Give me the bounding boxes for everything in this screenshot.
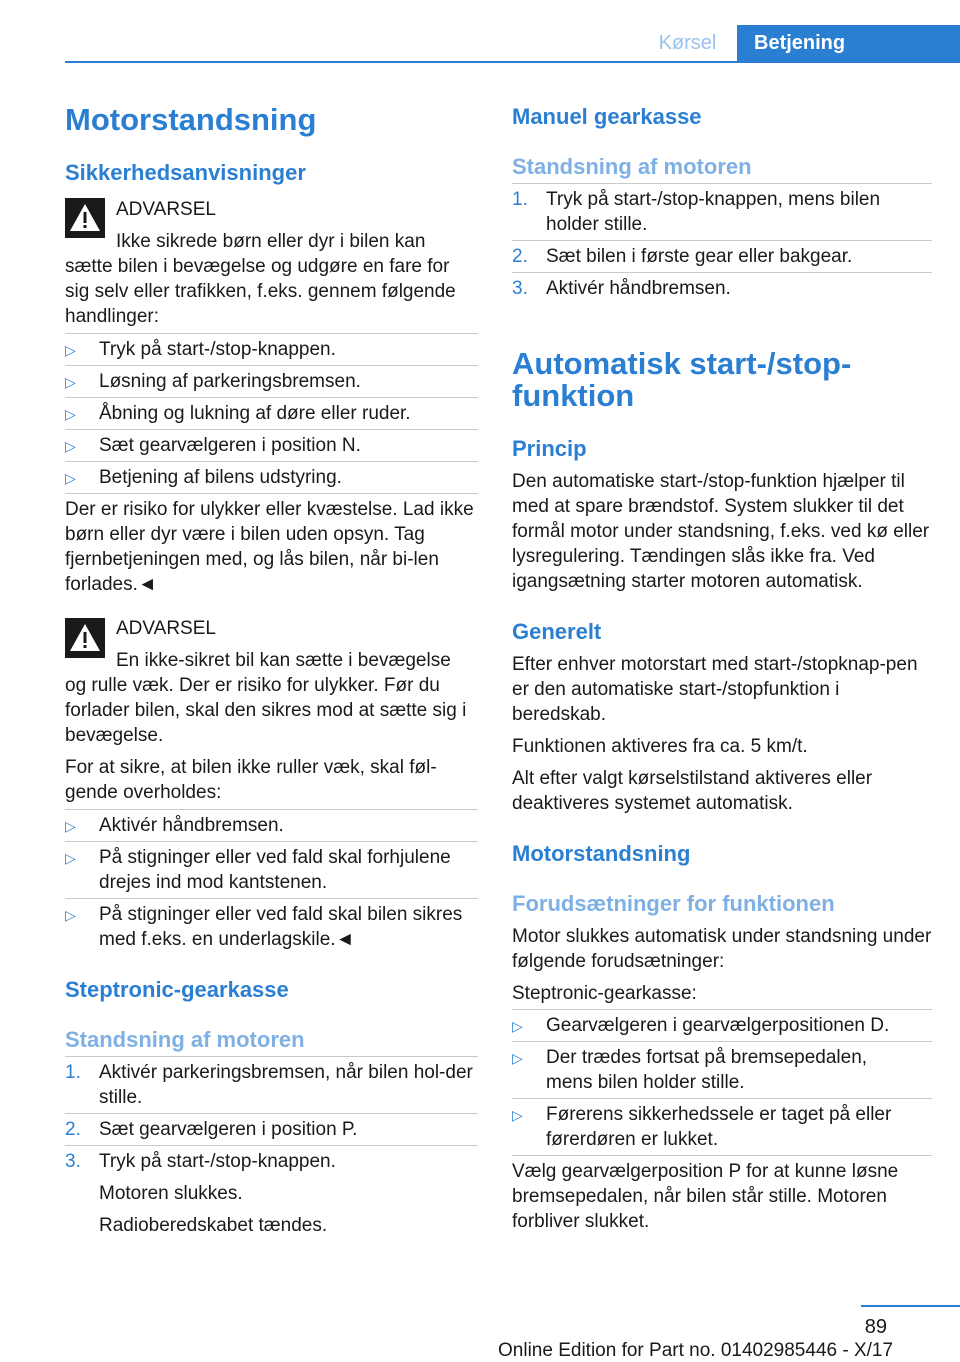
- separator: [65, 333, 478, 334]
- separator: [65, 493, 478, 494]
- separator: [512, 272, 932, 273]
- bullet-triangle-icon: ▷: [65, 907, 76, 923]
- paragraph: Efter enhver motorstart med start-/stopknap‐pen er den automatiske start-/stopfunktion i beredskab.: [512, 654, 918, 725]
- step-note: Motoren slukkes.: [99, 1183, 243, 1204]
- warning-consequence-text: Der er risiko for ulykker eller kvæstelse. Lad ikke børn eller dyr være i bilen uden opsyn. Tag fjernbetjeningen med, og lås bilen, når bi‐len forlades.◄: [65, 499, 474, 595]
- heading-motorstandsning: Motorstandsning: [65, 102, 317, 137]
- bullet-triangle-icon: ▷: [512, 1018, 523, 1034]
- warning-icon: [65, 198, 105, 238]
- separator: [65, 1056, 478, 1057]
- warning-title: ADVARSEL: [116, 199, 216, 220]
- paragraph: Motor slukkes automatisk under standsning under følgende forudsætninger:: [512, 926, 932, 972]
- paragraph: Vælg gearvælgerposition P for at kunne løsne bremsepedalen, når bilen står stille. Motoren forbliver slukket.: [512, 1161, 899, 1232]
- separator: [512, 1041, 932, 1042]
- warning-text: sætte bilen i bevægelse og udgøre en fare for sig selv eller trafikken, f.eks. gennem følgende handlinger:: [65, 256, 456, 327]
- paragraph: Funktionen aktiveres fra ca. 5 km/t.: [512, 736, 808, 757]
- separator: [512, 240, 932, 241]
- heading-manual-gearbox: Manuel gearkasse: [512, 104, 702, 129]
- bullet-triangle-icon: ▷: [65, 850, 76, 866]
- separator: [65, 841, 478, 842]
- bullet-triangle-icon: ▷: [65, 374, 76, 390]
- warning-text-first-line: En ikke-sikret bil kan sætte i bevægelse: [116, 650, 451, 671]
- separator: [65, 365, 478, 366]
- paragraph: For at sikre, at bilen ikke ruller væk, skal føl‐gende overholdes:: [65, 757, 437, 803]
- paragraph: Den automatiske start-/stop-funktion hjælper til med at spare brændstof. System slukker til det formål motor under standsning, f.eks. ved kø eller lysregulering. Tændingen slås ikke fra. Ved igangsætning starter motoren automatisk.: [512, 471, 930, 592]
- heading-princip: Princip: [512, 436, 587, 461]
- bullet-triangle-icon: ▷: [65, 470, 76, 486]
- header-rule: [65, 61, 960, 63]
- separator: [65, 809, 478, 810]
- paragraph: Alt efter valgt kørselstilstand aktiveres eller deaktiveres systemet automatisk.: [512, 768, 873, 814]
- separator: [65, 429, 478, 430]
- bullet-triangle-icon: ▷: [65, 406, 76, 422]
- bullet-triangle-icon: ▷: [512, 1050, 523, 1066]
- bullet-triangle-icon: ▷: [512, 1107, 523, 1123]
- heading-stop-engine: Standsning af motoren: [512, 154, 752, 179]
- footer-rule: [861, 1305, 960, 1307]
- edition-note: Online Edition for Part no. 01402985446 - X/17: [498, 1340, 894, 1361]
- bullet-triangle-icon: ▷: [65, 342, 76, 358]
- heading-steptronic: Steptronic-gearkasse: [65, 977, 289, 1002]
- page-number: 89: [864, 1316, 887, 1338]
- separator: [65, 1145, 478, 1146]
- warning-icon: [65, 618, 105, 658]
- heading-generelt: Generelt: [512, 619, 602, 644]
- paragraph: Steptronic-gearkasse:: [512, 983, 697, 1004]
- separator: [65, 898, 478, 899]
- bullet-triangle-icon: ▷: [65, 818, 76, 834]
- header-tab-section: Kørsel: [658, 32, 717, 54]
- bullet-triangle-icon: ▷: [65, 438, 76, 454]
- separator: [512, 1155, 932, 1156]
- separator: [65, 461, 478, 462]
- separator: [65, 397, 478, 398]
- heading-stop-engine: Standsning af motoren: [65, 1027, 305, 1052]
- header-tab-active: Betjening: [737, 25, 960, 61]
- step-note: Radioberedskabet tændes.: [99, 1215, 328, 1236]
- separator: [512, 1098, 932, 1099]
- separator: [512, 183, 932, 184]
- heading-prerequisites: Forudsætninger for funktionen: [512, 891, 835, 916]
- warning-text-first-line: Ikke sikrede børn eller dyr i bilen kan: [116, 231, 426, 252]
- separator: [65, 1113, 478, 1114]
- heading-auto-start-stop: Automatisk start-/stop-funktion: [512, 346, 852, 413]
- heading-motorstandsning: Motorstandsning: [512, 841, 691, 866]
- warning-title: ADVARSEL: [116, 618, 216, 639]
- separator: [512, 1009, 932, 1010]
- heading-safety: Sikkerhedsanvisninger: [65, 160, 306, 185]
- warning-text: og rulle væk. Der er risiko for ulykker. Før du forlader bilen, skal den sikres mod at sætte sig i bevægelse.: [65, 675, 467, 746]
